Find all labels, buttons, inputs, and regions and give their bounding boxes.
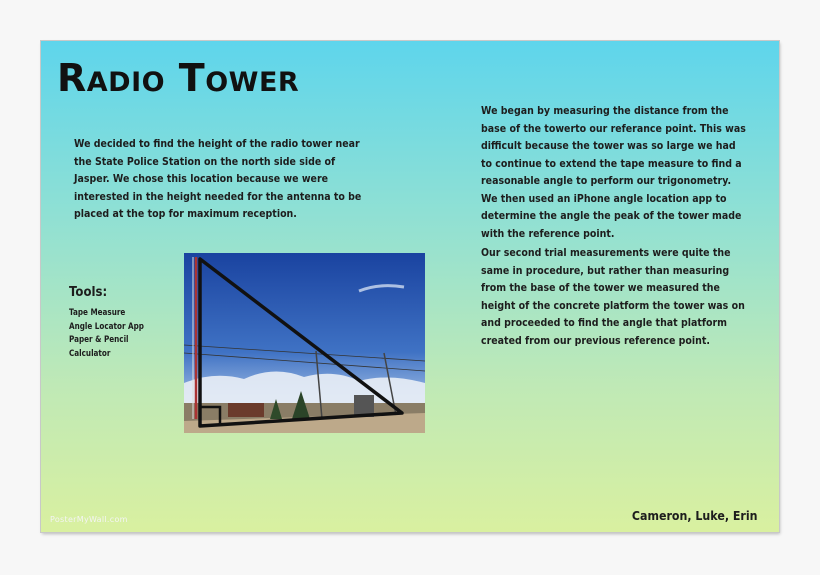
- tool-item: Angle Locator App: [69, 321, 144, 332]
- poster-title: Radio Tower: [57, 56, 300, 100]
- tool-item: Paper & Pencil: [69, 335, 129, 345]
- poster: [41, 41, 779, 532]
- tool-item: Tape Measure: [69, 308, 126, 318]
- authors: Cameron, Luke, Erin: [631, 509, 757, 523]
- tools-list: [69, 307, 144, 361]
- watermark: PosterMyWall.com: [50, 515, 128, 524]
- tower-photo: [184, 253, 425, 433]
- tool-item: Calculator: [69, 348, 111, 359]
- second-trial-paragraph: Our second trial measurements were quite the same in procedure, but rather than measuring from the base of the tower we measured the height of the concrete platform the tower was on and proceeded to find the angle that platform created from our previous reference point.: [481, 247, 745, 347]
- intro-paragraph: We decided to find the height of the radio tower near the State Police Station on the north side side of Jasper. We chose this location because we were interested in the height needed for the antenna to be placed at the top for maximum reception.: [74, 138, 362, 220]
- tower-photo-image: [184, 253, 425, 433]
- tools-heading: Tools:: [69, 285, 108, 300]
- method-paragraph: We began by measuring the distance from the base of the towerto our referance point. This was difficult because the tower was so large we had to continue to extend the tape measure to find a reasonable angle to perform our trigonometry. We then used an iPhone angle location app to determine the angle the peak of the tower made with the reference point.: [481, 105, 746, 240]
